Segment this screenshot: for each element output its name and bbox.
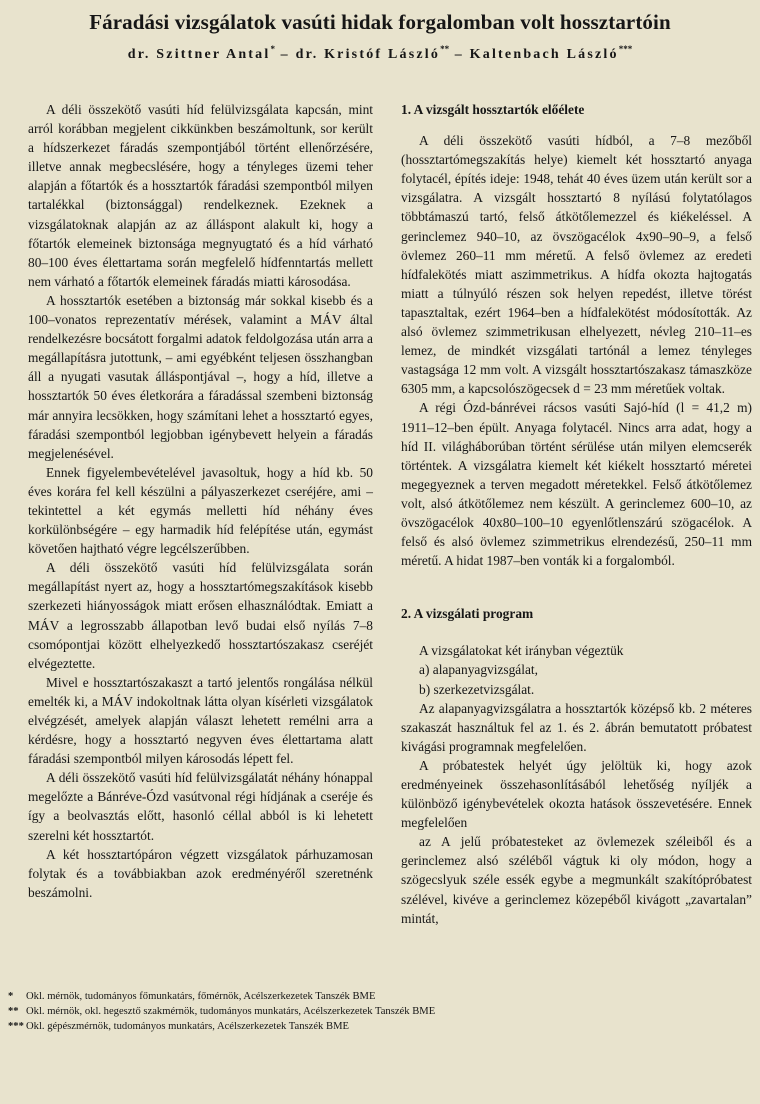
right-column [401, 100, 752, 928]
body-paragraph: A hossztartók esetében a biztonság már sokkal kisebb és a 100–vonatos reprezentatív mérések, valamint a MÁV által rendelkezésre bocsátott forgalmi adatok feldolgozása után arra a megállapításra jutottunk, – ami egyébként teljesen összhangban áll a nyugati vasutak álláspontjával –, hogy a híd, illetve a hossztartók 50 éves életkorára a fáradással szembeni biztonság már annyira lecsökken, hogy számítani lehet a hossztartó egyes, fáradási szempontból legjobban igénybevett helyein a fáradás megjelenésével. [28, 292, 373, 461]
article-title: Fáradási vizsgálatok vasúti hidak forgalomban volt hossztartóin [89, 10, 671, 34]
body-paragraph: A próbatestek helyét úgy jelöltük ki, hogy azok eredményeinek összehasonlításából lehetőség nyíljék a különböző igénybevételek okozta hatások összevetésére. Ennek megfelelően [401, 757, 752, 831]
body-paragraph: A két hossztartópáron végzett vizsgálatok párhuzamosan folytak és a továbbiakban azok eredményéről szeretnénk beszámolni. [28, 846, 373, 900]
footnote-marker: * [270, 44, 275, 54]
list-item: a) alapanyagvizsgálat, [419, 662, 538, 678]
body-paragraph: A vizsgálatokat két irányban végeztük [419, 643, 624, 659]
author-separator: – [454, 47, 464, 62]
body-paragraph: A déli összekötő vasúti híd felülvizsgálata során megállapítást nyert az, hogy a hossztartómegszakítások kisebb szerkezeti hiányosságok miatt erősen elhasználódtak. Emiatt a MÁV a legrosszabb állapotban levő budai első nyílás 7–8 csomópontjai között elhelyezkedő hossztartószakasz cseréjét elvégeztette. [28, 560, 373, 671]
footnotes [8, 989, 748, 1034]
footnote-marker: ** [440, 44, 450, 54]
author-line [0, 44, 760, 63]
body-paragraph: A régi Ózd-bánrévei rácsos vasúti Sajó-híd (l = 41,2 m) 1911–12–ben épült. Anyaga folytacél. Nincs arra adat, hogy a híd II. világháborúban történt sérülése után milyen elemcserék történtek. A vizsgálatra kiemelt két kiékelt hossztartó méretei megegyeznek a terven megadott méretekkel. Felső átkötőlemez volt, alsó átkötőlemez nem készült. A gerinclemez 600–10, az övszögacélok 40x80–100–10 egyenlőtlenszárú szögacélok. A felső és alsó övlemez szimmetrikus elrendezésű, 250–11 mm méretű. A hidat 1987–ben vonták ki a forgalomból. [401, 400, 752, 569]
author-name: dr. Kristóf László [295, 47, 441, 62]
list-item: b) szerkezetvizsgálat. [419, 681, 535, 697]
footnote-marker: *** [618, 44, 633, 54]
section-heading: 2. A vizsgálati program [401, 606, 534, 622]
body-paragraph: A déli összekötő vasúti hídból, a 7–8 mezőből (hossztartómegszakítás helye) kiemelt két hossztartó anyaga folytacél, építés ideje: 1948, tehát 40 éves üzem után került sor a vizsgálatra. A vizsgált hossztartó 8 nyílású folytatólagos többtámaszú tartó, felső átkötőlemezzel és kiékeléssel. A gerinclemez 940–10, az övszögacélok 4x90–90–9, a felső övlemez 260–11 mm méretű. A felső övlemez az eredeti hídfalekötés miatt aszimmetrikus. A hídfa okozta hajtogatás miatt a túlnyúló részen sok helyen repedést, illetve törést tapasztaltak, ezért 1964–ben a hídfalekötést módosították. Az alsó övlemez szimmetrikusan elhelyezett, névleg 210–11–es lemez, de mindkét vizsgálati tartónál a lemez tényleges vastagsága 12 mm volt. A vizsgált hossztartószakasz támaszköze 6305 mm, a kapcsolószögecsek d = 23 mm méretűek voltak. [401, 133, 752, 397]
footnote-marker: * [8, 991, 14, 1002]
body-paragraph: Az alapanyagvizsgálatra a hossztartók középső kb. 2 méteres szakaszát használtuk fel az 1. és 2. ábrán bemutatott próbatest kivágási programnak megfelelően. [401, 700, 752, 754]
section-heading: 1. A vizsgált hossztartók előélete [401, 102, 585, 117]
author-name: dr. Szittner Antal [127, 47, 271, 62]
footnote-text: Okl. mérnök, okl. hegesztő szakmérnök, tudományos munkatárs, Acélszerkezetek Tanszék BME [26, 1006, 436, 1017]
footnote-marker: *** [8, 1021, 24, 1032]
footnote [8, 1004, 748, 1019]
body-paragraph: A déli összekötő vasúti híd felülvizsgálatát néhány hónappal megelőzte a Bánréve-Ózd vasútvonal régi hídjának a cseréje és így a beolvasztás előtt, hasonló céllal abból is ki lehetett szerelni két hossztartót. [28, 770, 373, 843]
body-paragraph: Ennek figyelembevételével javasoltuk, hogy a híd kb. 50 éves korára fel kell készülni a pályaszerkezet cseréjére, ami – tekintettel a két egymás melletti híd néhány éves korkülönbségére – egy harmadik híd felépítése után, egymást követően hajtható végre legcélszerűbben. [28, 464, 373, 557]
footnote-text: Okl. gépészmérnök, tudományos munkatárs, Acélszerkezetek Tanszék BME [26, 1021, 349, 1032]
left-column [28, 100, 373, 902]
author-separator: – [280, 47, 290, 62]
footnote-text: Okl. mérnök, tudományos főmunkatárs, főmérnök, Acélszerkezetek Tanszék BME [26, 991, 376, 1002]
footnote-marker: ** [8, 1006, 19, 1017]
body-paragraph: az A jelű próbatesteket az övlemezek széleiből és a gerinclemez alsó széléből vágtuk ki oly módon, hogy a szögecslyuk széle essék egybe a megmunkált szakítópróbatest szélével, kivéve a gerinclemez közepéből kivágott „zavartalan” mintát, [401, 834, 752, 926]
author-name: Kaltenbach László [469, 47, 619, 62]
body-paragraph: Mivel e hossztartószakaszt a tartó jelentős rongálása nélkül emelték ki, a MÁV indokoltnak látta olyan kísérleti vizsgálatok elvégzését, amelyek alapján választ lehetett remélni arra a kérdésre, hogy a hossztartó negyven éves élettartama alatt fáradási szempontból milyen károsodás lépett fel. [28, 674, 373, 767]
footnote [8, 1019, 748, 1034]
footnote [8, 989, 748, 1004]
body-paragraph: A déli összekötő vasúti híd felülvizsgálata kapcsán, mint arról korábban megjelent cikkünkben beszámoltunk, sor került a hídszerkezet fáradás szempontjából történt ellenőrzésére, illetve annak megbecslésére, hogy a tényleges üzemi teher alapján a főtartók és a hossztartók fáradási szempontból milyen tartalékkal (biztonsággal) rendelkeznek. Ezeknek a vizsgálatoknak alapján az az álláspont alakult ki, hogy a főtartók elemeinek biztonsága megnyugtató és a híd várható 80–100 éves élettartama során megfelelő hídfenntartás mellett nem várható a főtartók elemeinek fáradás miatti károsodása. [28, 102, 373, 289]
